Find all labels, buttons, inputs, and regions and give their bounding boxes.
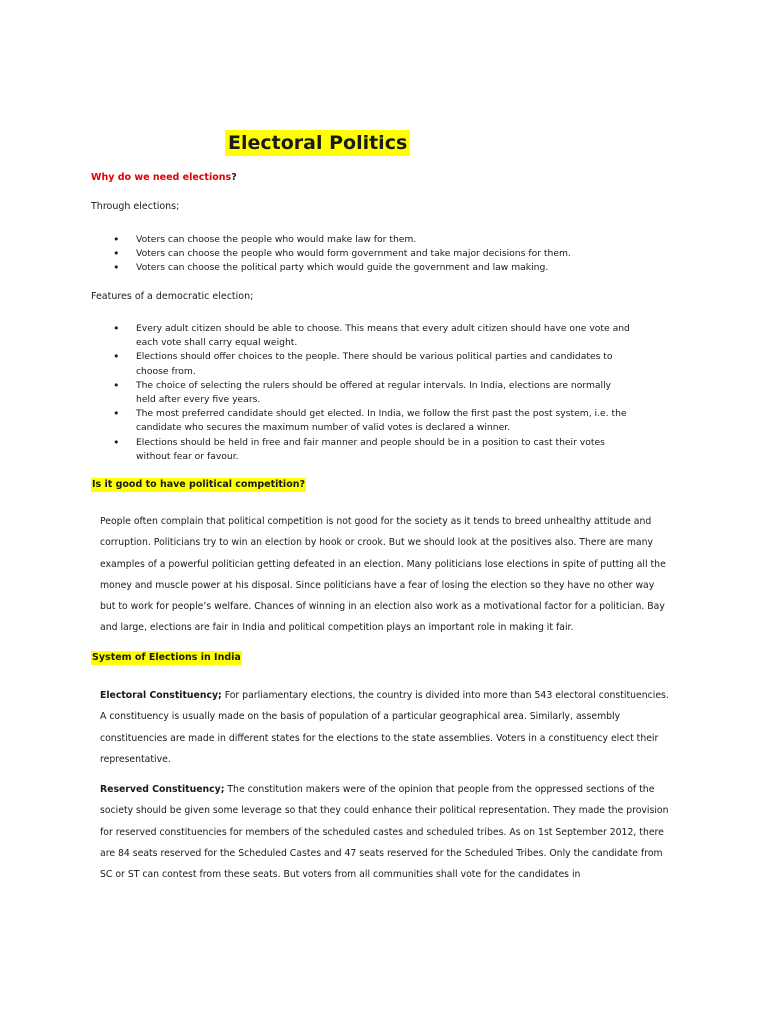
list-item-text: The choice of selecting the rulers should be offered at regular intervals. In India, elections are normally held after every five years. [136,379,612,406]
features-label: Features of a democratic election; [91,291,254,302]
through-elections-label: Through elections; [91,201,180,212]
list-item [113,322,631,350]
list-item-text: Elections should offer choices to the people. There should be various political parties and candidates to choose from. [136,351,613,377]
voter-choices-list [113,233,633,276]
list-item [113,247,633,261]
list-item [113,261,633,275]
electoral-constituency-paragraph [100,685,670,770]
list-item [113,350,631,378]
election-features-list [113,322,631,464]
list-item [113,233,633,247]
bullet-icon: • [113,378,120,392]
reserved-constituency-text: The constitution makers were of the opinion that people from the oppressed sections of the society should be given some leverage so that they could enhance their political representation. They made the provision for reserved constituencies for members of the scheduled castes and scheduled tribes. As on 1st September 2012, there are 84 seats reserved for the Scheduled Castes and 47 seats reserved for the Scheduled Tribes. Only the candidate from SC or ST can contest from these seats. But voters from all communities shall vote for the candidates in [100,784,669,881]
heading-political-competition: Is it good to have political competition? [92,479,305,490]
list-item [113,379,631,407]
list-item [113,436,631,464]
question-why-elections-text: Why do we need elections [91,172,232,183]
list-item-text: Voters can choose the political party which would guide the government and law making. [136,262,549,274]
bullet-icon: • [113,350,120,364]
bullet-icon: • [113,322,120,335]
electoral-constituency-label: Electoral Constituency; [100,690,222,701]
list-item-text: Every adult citizen should be able to choose. This means that every adult citizen should have one vote and each vote shall carry equal weight. [136,323,630,349]
bullet-icon: • [113,247,120,261]
reserved-constituency-label: Reserved Constituency; [100,784,225,795]
electoral-constituency-text: For parliamentary elections, the country is divided into more than 543 electoral constituencies. A constituency is usually made on the basis of population of a particular geographical area. Similarly, assembly constituencies are made in different states for the elections to the state assemblies. Voters in a constituency elect their representative. [100,690,669,765]
bullet-icon: • [113,233,120,246]
list-item-text: Elections should be held in free and fair manner and people should be in a position to cast their votes without fear or favour. [136,436,605,462]
list-item-text: Voters can choose the people who would make law for them. [136,234,417,245]
bullet-icon: • [113,407,120,421]
list-item-text: Voters can choose the people who would form government and take major decisions for them. [136,248,571,260]
page-title: Electoral Politics [225,130,410,156]
political-competition-paragraph: People often complain that political competition is not good for the society as it tends to breed unhealthy attitude and corruption. Politicians try to win an election by hook or crook. But we should look at the positives also. There are many examples of a powerful politician getting defeated in an election. Many politicians lose elections in spite of putting all the money and muscle power at his disposal. Since politicians have a fear of losing the election so they have no other way but to work for people’s welfare. Chances of winning in an election also work as a motivational factor for a politician. Bay and large, elections are fair in India and political competition plays an important role in making it fair. [100,516,666,634]
list-item [113,407,631,435]
bullet-icon: • [113,261,120,275]
question-mark: ? [231,172,237,183]
list-item-text: The most preferred candidate should get elected. In India, we follow the first past the post system, i.e. the candidate who secures the maximum number of valid votes is declared a winner. [136,408,627,434]
bullet-icon: • [113,435,120,449]
reserved-constituency-paragraph [100,779,670,885]
heading-system-of-elections: System of Elections in India [92,652,241,663]
question-why-elections [91,172,237,183]
